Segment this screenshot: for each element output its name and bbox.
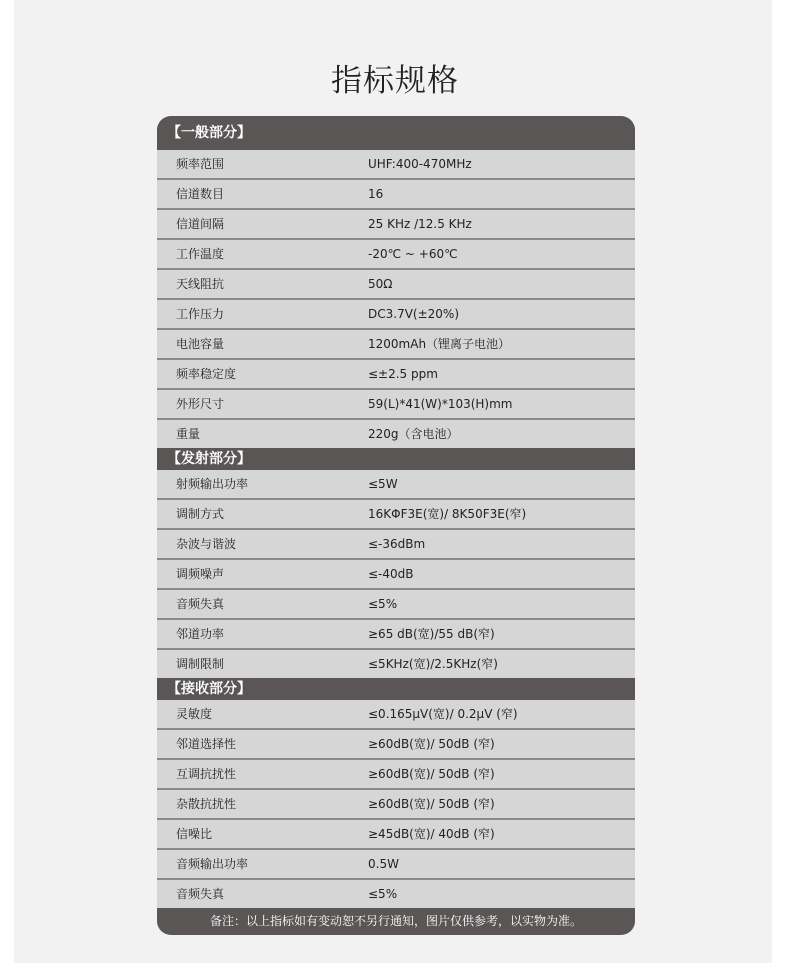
section-body [157, 150, 635, 448]
spec-value: ≥65 dB(宽)/55 dB(窄) [368, 627, 495, 641]
spec-value: UHF:400-470MHz [368, 157, 472, 171]
spec-key: 电池容量 [176, 337, 225, 351]
spec-row [157, 330, 635, 360]
spec-row [157, 500, 635, 530]
spec-key: 音频失真 [176, 597, 225, 611]
spec-value: ≤0.165μV(宽)/ 0.2μV (窄) [368, 707, 518, 721]
spec-value: ≤5% [368, 597, 398, 611]
spec-value: ≤5KHz(宽)/2.5KHz(窄) [368, 657, 498, 671]
spec-row [157, 850, 635, 880]
spec-value: 50Ω [368, 277, 393, 291]
spec-key: 外形尺寸 [176, 397, 225, 411]
spec-value: 16 [368, 187, 384, 201]
spec-key: 音频输出功率 [176, 857, 249, 871]
spec-row [157, 820, 635, 850]
spec-row [157, 470, 635, 500]
spec-key: 灵敏度 [176, 707, 213, 721]
section-body [157, 470, 635, 678]
spec-value: ≥60dB(宽)/ 50dB (窄) [368, 797, 495, 811]
spec-key: 信道间隔 [176, 217, 225, 231]
spec-row [157, 180, 635, 210]
spec-row [157, 210, 635, 240]
spec-key: 杂散抗扰性 [176, 797, 237, 811]
spec-value: ≤-40dB [368, 567, 414, 581]
spec-key: 射频输出功率 [176, 477, 249, 491]
spec-row [157, 650, 635, 678]
spec-key: 邻道功率 [176, 627, 225, 641]
section-body [157, 700, 635, 908]
spec-key: 调制方式 [176, 507, 225, 521]
spec-value: ≤±2.5 ppm [368, 367, 438, 381]
spec-row [157, 700, 635, 730]
spec-value: 220g（含电池） [368, 427, 459, 441]
spec-key: 互调抗扰性 [176, 767, 237, 781]
spec-value: ≥45dB(宽)/ 40dB (窄) [368, 827, 495, 841]
spec-value: ≥60dB(宽)/ 50dB (窄) [368, 767, 495, 781]
spec-value: 16KΦF3E(宽)/ 8K50F3E(窄) [368, 507, 527, 521]
spec-value: 1200mAh（锂离子电池） [368, 337, 511, 351]
spec-row [157, 240, 635, 270]
spec-table [157, 116, 635, 935]
spec-row [157, 790, 635, 820]
spec-key: 邻道选择性 [176, 737, 237, 751]
footnote: 备注：以上指标如有变动恕不另行通知，图片仅供参考，以实物为准。 [157, 908, 635, 935]
spec-value: ≤5W [368, 477, 398, 491]
spec-value: ≥60dB(宽)/ 50dB (窄) [368, 737, 495, 751]
spec-row [157, 390, 635, 420]
spec-key: 工作温度 [176, 247, 225, 261]
spec-row [157, 560, 635, 590]
spec-value: DC3.7V(±20%) [368, 307, 460, 321]
spec-row [157, 590, 635, 620]
page-title: 指标规格 [331, 63, 459, 99]
spec-row [157, 880, 635, 908]
spec-row [157, 530, 635, 560]
spec-value: -20℃ ~ +60℃ [368, 247, 458, 261]
section-heading: 【接收部分】 [157, 678, 635, 700]
spec-value: ≤5% [368, 887, 398, 901]
spec-key: 杂波与谐波 [176, 537, 237, 551]
spec-value: 25 KHz /12.5 KHz [368, 217, 472, 231]
spec-key: 调频噪声 [176, 567, 225, 581]
section-heading: 【发射部分】 [157, 448, 635, 470]
spec-value: 59(L)*41(W)*103(H)mm [368, 397, 513, 411]
spec-key: 工作压力 [176, 307, 225, 321]
spec-row [157, 150, 635, 180]
spec-row [157, 620, 635, 650]
spec-row [157, 730, 635, 760]
section-heading: 【一般部分】 [157, 116, 635, 150]
spec-value: ≤-36dBm [368, 537, 426, 551]
spec-row [157, 360, 635, 390]
spec-value: 0.5W [368, 857, 399, 871]
spec-row [157, 420, 635, 448]
spec-row [157, 270, 635, 300]
spec-key: 音频失真 [176, 887, 225, 901]
spec-key: 信噪比 [176, 827, 213, 841]
spec-row [157, 300, 635, 330]
spec-row [157, 760, 635, 790]
spec-key: 重量 [176, 427, 201, 441]
spec-key: 信道数目 [176, 187, 225, 201]
spec-key: 频率稳定度 [176, 367, 237, 381]
spec-key: 天线阻抗 [176, 277, 225, 291]
spec-key: 调制限制 [176, 657, 225, 671]
spec-key: 频率范围 [176, 157, 225, 171]
